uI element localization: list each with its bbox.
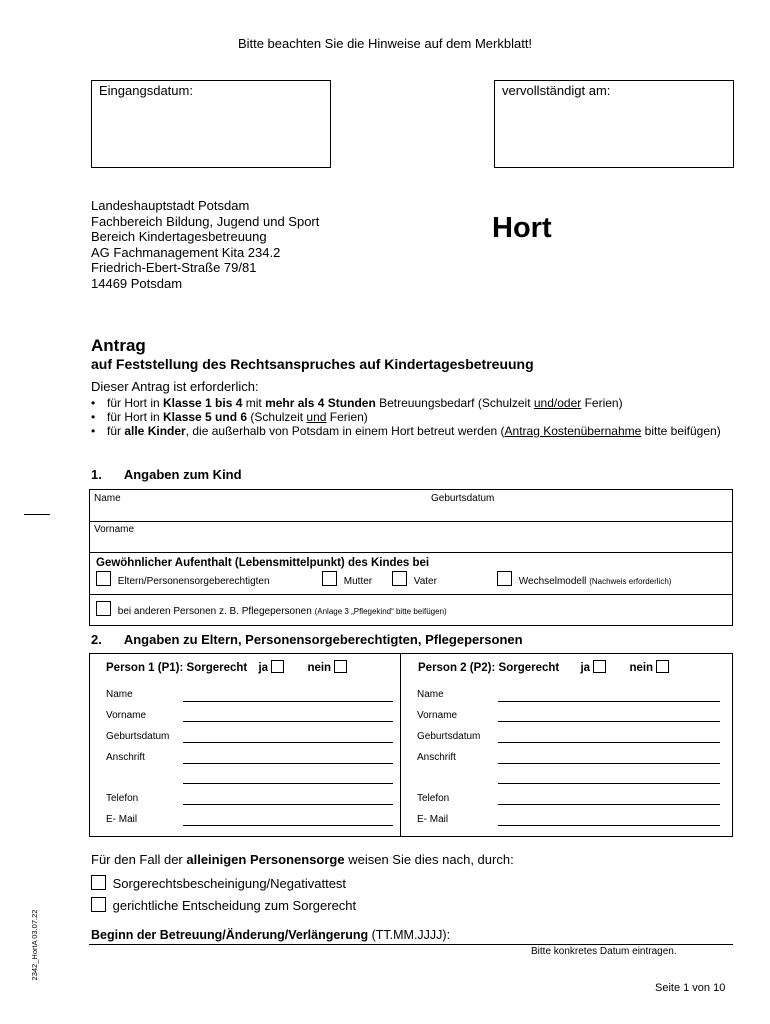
p2-nein-checkbox[interactable] bbox=[656, 660, 669, 673]
p1-telefon-field[interactable] bbox=[183, 804, 393, 805]
wechselmodell-note: (Nachweis erforderlich) bbox=[589, 577, 672, 586]
child-name-label: Name bbox=[94, 493, 121, 504]
p1-nein-label: nein bbox=[307, 662, 332, 674]
p1-email-field[interactable] bbox=[183, 825, 393, 826]
p1-geburtsdatum-field[interactable] bbox=[183, 742, 393, 743]
p2-nein-label: nein bbox=[629, 662, 654, 674]
andere-note: (Anlage 3 „Pflegekind“ bitte beifügen) bbox=[314, 607, 447, 616]
p2-name-field[interactable] bbox=[498, 701, 720, 702]
mutter-option bbox=[322, 571, 372, 587]
p1-anschrift-field-1[interactable] bbox=[183, 763, 393, 764]
child-vorname-label: Vorname bbox=[94, 524, 135, 535]
p2-anschrift-label: Anschrift bbox=[417, 752, 456, 763]
p2-email-field[interactable] bbox=[498, 825, 720, 826]
requirement-item: • für alle Kinder, die außerhalb von Potsdam in einem Hort betreut werden (Antrag Kostenübernahme bitte beifügen) bbox=[89, 424, 729, 438]
mutter-checkbox[interactable] bbox=[322, 571, 337, 586]
wechsel-option bbox=[497, 571, 671, 587]
person1-title: Person 1 (P1): Sorgerecht bbox=[106, 662, 248, 674]
hort-title: Hort bbox=[492, 212, 552, 244]
sorge-option-2 bbox=[91, 897, 356, 913]
address-line: Friedrich-Ebert-Straße 79/81 bbox=[91, 260, 257, 276]
p2-ja-label: ja bbox=[580, 662, 591, 674]
vervollstaendigt-box[interactable] bbox=[494, 80, 734, 168]
beginn-format: (TT.MM.JJJJ): bbox=[371, 928, 451, 942]
p2-vorname-label: Vorname bbox=[417, 710, 458, 721]
section2-heading: 2. Angaben zu Eltern, Personensorgeberechtigten, Pflegepersonen bbox=[91, 632, 523, 647]
p1-anschrift-label: Anschrift bbox=[106, 752, 145, 763]
p2-email-label: E- Mail bbox=[417, 814, 449, 825]
requirement-item: • für Hort in Klasse 5 und 6 (Schulzeit und Ferien) bbox=[89, 410, 729, 424]
form-code: 2342_HortA 03.07.22 bbox=[30, 909, 39, 981]
p2-anschrift-field-1[interactable] bbox=[498, 763, 720, 764]
page-number: Seite 1 von 10 bbox=[655, 982, 726, 994]
p1-vorname-label: Vorname bbox=[106, 710, 147, 721]
beginn-hint: Bitte konkretes Datum eintragen. bbox=[531, 946, 677, 957]
p2-name-label: Name bbox=[417, 689, 444, 700]
p2-telefon-field[interactable] bbox=[498, 804, 720, 805]
eingangsdatum-label: Eingangsdatum: bbox=[99, 83, 193, 98]
p2-geburtsdatum-field[interactable] bbox=[498, 742, 720, 743]
p1-name-field[interactable] bbox=[183, 701, 393, 702]
eingangsdatum-box[interactable] bbox=[91, 80, 331, 168]
child-info-table bbox=[89, 489, 733, 626]
person2-title: Person 2 (P2): Sorgerecht bbox=[418, 662, 560, 674]
eltern-checkbox[interactable] bbox=[96, 571, 111, 586]
requirement-item: • für Hort in Klasse 1 bis 4 mit mehr als 4 Stunden Betreuungsbedarf (Schulzeit und/oder Ferien) bbox=[89, 396, 729, 410]
p1-telefon-label: Telefon bbox=[106, 793, 139, 804]
vater-label: Vater bbox=[413, 576, 437, 587]
antrag-title: Antrag bbox=[91, 336, 146, 355]
antrag-subtitle: auf Feststellung des Rechtsanspruches auf Kindertagesbetreuung bbox=[91, 356, 534, 372]
p1-vorname-field[interactable] bbox=[183, 721, 393, 722]
mutter-label: Mutter bbox=[343, 576, 373, 587]
person2-header bbox=[418, 660, 669, 674]
p2-ja-checkbox[interactable] bbox=[593, 660, 606, 673]
gerichtliche-entscheidung-checkbox[interactable] bbox=[91, 897, 106, 912]
sorgerechtsbescheinigung-checkbox[interactable] bbox=[91, 875, 106, 890]
p1-ja-checkbox[interactable] bbox=[271, 660, 284, 673]
beginn-line bbox=[91, 928, 450, 942]
sorge-text: Für den Fall der alleinigen Personensorge weisen Sie dies nach, durch: bbox=[91, 852, 514, 867]
eltern-label: Eltern/Personensorgeberechtigten bbox=[117, 576, 270, 587]
sorgerechtsbescheinigung-label: Sorgerechtsbescheinigung/Negativattest bbox=[112, 876, 347, 891]
p2-geburtsdatum-label: Geburtsdatum bbox=[417, 731, 481, 742]
p1-email-label: E- Mail bbox=[106, 814, 138, 825]
p1-name-label: Name bbox=[106, 689, 133, 700]
address-line: AG Fachmanagement Kita 234.2 bbox=[91, 244, 281, 260]
parents-table bbox=[89, 653, 733, 837]
p1-ja-label: ja bbox=[258, 662, 269, 674]
antrag-intro: Dieser Antrag ist erforderlich: bbox=[91, 379, 259, 394]
p1-geburtsdatum-label: Geburtsdatum bbox=[106, 731, 170, 742]
p2-telefon-label: Telefon bbox=[417, 793, 450, 804]
section1-heading: 1. Angaben zum Kind bbox=[91, 467, 242, 482]
address-line: 14469 Potsdam bbox=[91, 275, 183, 291]
aufenthalt-options bbox=[96, 571, 270, 587]
p1-nein-checkbox[interactable] bbox=[334, 660, 347, 673]
requirements-list bbox=[89, 396, 729, 438]
sorge-option-1 bbox=[91, 875, 346, 891]
wechselmodell-checkbox[interactable] bbox=[497, 571, 512, 586]
beginn-label: Beginn der Betreuung/Änderung/Verlängerung bbox=[91, 928, 369, 942]
child-geburtsdatum-label: Geburtsdatum bbox=[431, 493, 495, 504]
vervollstaendigt-label: vervollständigt am: bbox=[502, 83, 611, 98]
address-line: Bereich Kindertagesbetreuung bbox=[91, 229, 267, 245]
gerichtliche-entscheidung-label: gerichtliche Entscheidung zum Sorgerecht bbox=[112, 898, 357, 913]
andere-option bbox=[96, 601, 447, 617]
andere-checkbox[interactable] bbox=[96, 601, 111, 616]
header-note: Bitte beachten Sie die Hinweise auf dem Merkblatt! bbox=[237, 36, 533, 51]
aufenthalt-title: Gewöhnlicher Aufenthalt (Lebensmittelpunkt) des Kindes bei bbox=[96, 557, 430, 569]
p2-vorname-field[interactable] bbox=[498, 721, 720, 722]
address-line: Landeshauptstadt Potsdam bbox=[91, 198, 250, 213]
p1-anschrift-field-2[interactable] bbox=[183, 783, 393, 784]
wechselmodell-label: Wechselmodell bbox=[518, 576, 587, 587]
vater-option bbox=[392, 571, 437, 587]
andere-label: bei anderen Personen z. B. Pflegepersonen bbox=[117, 606, 312, 617]
margin-mark bbox=[24, 514, 50, 515]
address-block bbox=[91, 198, 319, 292]
person1-header bbox=[106, 660, 347, 674]
vater-checkbox[interactable] bbox=[392, 571, 407, 586]
beginn-date-field[interactable] bbox=[89, 944, 733, 945]
address-line: Fachbereich Bildung, Jugend und Sport bbox=[91, 213, 320, 229]
p2-anschrift-field-2[interactable] bbox=[498, 783, 720, 784]
